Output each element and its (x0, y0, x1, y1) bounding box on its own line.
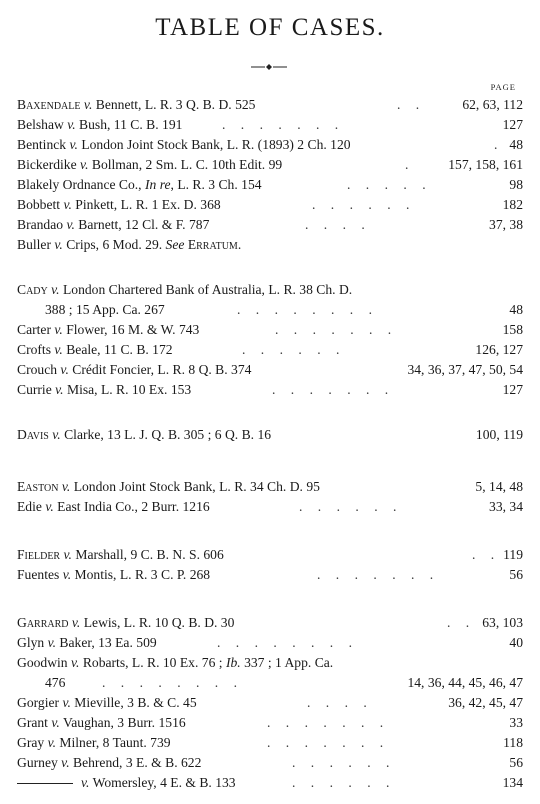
citation-segment: East India Co., 2 Burr. 1216 (53, 499, 210, 514)
citation-segment: Crofts (17, 342, 55, 357)
citation-segment: Edie (17, 499, 46, 514)
case-entry-bobbett (17, 195, 523, 215)
citation-segment: v. (62, 695, 71, 710)
citation-segment: Crips, 6 Mod. 29. (62, 237, 166, 252)
case-citation (17, 320, 199, 340)
leader-dots: . . . . (307, 695, 367, 710)
page-title: TABLE OF CASES. (155, 14, 385, 41)
citation-segment: Garrard (17, 615, 69, 630)
case-citation (17, 733, 171, 753)
case-citation (17, 215, 209, 235)
case-citation (17, 653, 333, 673)
case-entry-gorgier (17, 693, 523, 713)
page-references: 14, 36, 44, 45, 46, 47 (407, 675, 523, 690)
citation-segment: 337 ; 1 App. Ca. (240, 655, 334, 670)
citation-segment: Davis (17, 427, 49, 442)
case-entry-brandao (17, 215, 523, 235)
case-entry-gurney-ditto (17, 773, 523, 793)
case-entry-goodwin (17, 653, 523, 673)
page-references: 126, 127 (475, 342, 523, 357)
citation-segment: Mieville, 3 B. & C. 45 (70, 695, 197, 710)
page-references: 158 (502, 322, 523, 337)
case-entry-cady-cont (17, 300, 523, 320)
case-entry-garrard (17, 613, 523, 633)
case-entry-crouch (17, 360, 523, 380)
citation-segment: Easton (17, 479, 59, 494)
citation-segment: v. (71, 655, 80, 670)
page-references: 48 (509, 302, 523, 317)
case-entry-blakely (17, 175, 523, 195)
leader-dots: . . . . . (347, 177, 426, 192)
citation-segment: v. (54, 237, 63, 252)
citation-segment: v. (62, 567, 72, 582)
page-references: 182 (502, 197, 523, 212)
citation-segment: Bennett, L. R. 3 Q. B. D. 525 (92, 97, 256, 112)
citation-segment: Gurney (17, 755, 62, 770)
case-citation (17, 280, 352, 300)
citation-segment: Womersley, 4 E. & B. 133 (89, 775, 236, 790)
leader-dots: . . (472, 547, 495, 562)
page-references: 34, 36, 37, 47, 50, 54 (407, 362, 523, 377)
citation-segment: Clarke, 13 L. J. Q. B. 305 ; 6 Q. B. 16 (60, 427, 272, 442)
citation-segment: v. (69, 137, 78, 152)
case-citation (17, 425, 271, 445)
page-references: 119 (503, 547, 523, 562)
page-references: 33, 34 (489, 499, 523, 514)
citation-segment: Fielder (17, 547, 61, 562)
citation-segment: v. (83, 97, 93, 112)
case-citation (17, 713, 186, 733)
citation-segment: Montis, L. R. 3 C. P. 268 (71, 567, 211, 582)
case-citation (17, 155, 282, 175)
page-references: 5, 14, 48 (475, 479, 523, 494)
citation-segment: v. (54, 322, 63, 337)
citation-segment: Crédit Foncier, L. R. 8 Q. B. 374 (68, 362, 252, 377)
citation-segment: v. (54, 342, 63, 357)
citation-segment: In re (144, 177, 171, 192)
citation-segment: Behrend, 3 E. & B. 622 (69, 755, 202, 770)
page-references: 118 (503, 735, 523, 750)
citation-segment: Marshall, 9 C. B. N. S. 606 (71, 547, 224, 562)
citation-segment: Bickerdike (17, 157, 81, 172)
page-references: 134 (502, 775, 523, 790)
leader-dots: . . . . . . . . (217, 635, 352, 650)
citation-segment: Gorgier (17, 695, 63, 710)
case-citation (17, 135, 351, 155)
leader-dots: . (405, 157, 409, 172)
citation-segment: Bush, 11 C. B. 191 (75, 117, 183, 132)
citation-segment: v. (45, 499, 54, 514)
case-citation (17, 340, 173, 360)
citation-segment: Brandao (17, 217, 67, 232)
citation-segment: See (165, 237, 185, 252)
case-entry-gray (17, 733, 523, 753)
citation-segment: Robarts, L. R. 10 Ex. 76 ; (79, 655, 226, 670)
ornament-divider-icon (251, 63, 287, 71)
leader-dots: . . . . . . . (272, 382, 389, 397)
citation-segment: Erratum (187, 237, 238, 252)
page-references: 33 (509, 715, 523, 730)
page-references: 56 (509, 567, 523, 582)
case-citation (17, 235, 241, 255)
citation-segment: v. (47, 735, 57, 750)
case-entry-fuentes (17, 565, 523, 585)
citation-segment: London Joint Stock Bank, L. R. 34 Ch. D. 95 (70, 479, 320, 494)
page-references: 127 (502, 117, 523, 132)
case-citation (17, 633, 157, 653)
leader-dots: . . . . (305, 217, 365, 232)
citation-segment: v. (67, 117, 76, 132)
citation-segment: Milner, 8 Taunt. 739 (56, 735, 171, 750)
case-entry-goodwin-cont (17, 673, 523, 693)
case-entry-carter (17, 320, 523, 340)
citation-segment: v. (52, 427, 61, 442)
case-entry-grant (17, 713, 523, 733)
page-references: 127 (502, 382, 523, 397)
page-references: 48 (509, 137, 523, 152)
case-citation (17, 693, 197, 713)
leader-dots: . . . . . . . . (237, 302, 372, 317)
citation-segment: Bobbett (17, 197, 64, 212)
citation-segment: v. (81, 775, 90, 790)
citation-segment: v. (63, 547, 72, 562)
case-entry-bickerdike (17, 155, 523, 175)
citation-segment: Crouch (17, 362, 61, 377)
citation-segment: v. (61, 755, 70, 770)
leader-dots: . (494, 137, 498, 152)
page-references: 98 (509, 177, 523, 192)
leader-dots: . . . . . . . (317, 567, 434, 582)
case-citation (17, 95, 255, 115)
case-entry-fielder (17, 545, 523, 565)
citation-segment: Belshaw (17, 117, 68, 132)
citation-segment: Lewis, L. R. 10 Q. B. D. 30 (80, 615, 235, 630)
case-citation (45, 673, 65, 693)
citation-segment: Bentinck (17, 137, 70, 152)
citation-segment: Pinkett, L. R. 1 Ex. D. 368 (71, 197, 221, 212)
case-citation (17, 195, 221, 215)
case-entry-davis (17, 425, 523, 445)
leader-dots: . . (397, 97, 420, 112)
citation-segment: Carter (17, 322, 55, 337)
leader-dots: . . . . . . . (267, 715, 384, 730)
leader-dots: . . . . . . (299, 499, 397, 514)
citation-segment: 388 ; 15 App. Ca. 267 (45, 302, 165, 317)
page-references: 157, 158, 161 (448, 157, 523, 172)
leader-dots: . . . . . . (292, 775, 390, 790)
citation-segment: v. (51, 282, 60, 297)
case-entry-gurney (17, 753, 523, 773)
citation-segment: Beale, 11 C. B. 172 (62, 342, 173, 357)
case-entry-cady (17, 280, 523, 300)
case-citation (17, 115, 182, 135)
citation-segment: Buller (17, 237, 55, 252)
case-citation (17, 380, 191, 400)
citation-segment: v. (61, 479, 71, 494)
citation-segment: Goodwin (17, 655, 71, 670)
case-citation (17, 175, 262, 195)
case-entry-bentinck (17, 135, 523, 155)
citation-segment: Flower, 16 M. & W. 743 (62, 322, 200, 337)
case-citation (45, 300, 165, 320)
case-citation (17, 477, 320, 497)
citation-segment: v. (80, 157, 89, 172)
citation-segment: Ib. (225, 655, 241, 670)
leader-dots: . . . . . . (242, 342, 340, 357)
citation-segment: Blakely Ordnance Co., (17, 177, 145, 192)
case-citation (17, 497, 210, 517)
citation-segment: . (237, 237, 242, 252)
case-citation (17, 360, 251, 380)
leader-dots: . . . . . . . (222, 117, 339, 132)
case-citation (17, 613, 234, 633)
page-references: 62, 63, 112 (462, 97, 523, 112)
citation-segment: London Joint Stock Bank, L. R. (1893) 2 Ch. 120 (77, 137, 351, 152)
citation-segment: Misa, L. R. 10 Ex. 153 (63, 382, 192, 397)
page-references: 37, 38 (489, 217, 523, 232)
case-citation (17, 773, 236, 793)
citation-segment: v. (60, 362, 69, 377)
case-entry-belshaw (17, 115, 523, 135)
leader-dots: . . . . . . (292, 755, 390, 770)
ditto-rule (17, 783, 73, 784)
citation-segment: Gray (17, 735, 48, 750)
citation-segment: v. (66, 217, 75, 232)
case-entry-edie (17, 497, 523, 517)
case-citation (17, 545, 224, 565)
citation-segment: Barnett, 12 Cl. & F. 787 (74, 217, 210, 232)
page-references: 36, 42, 45, 47 (448, 695, 523, 710)
case-entry-buller (17, 235, 523, 255)
citation-segment: , L. R. 3 Ch. 154 (170, 177, 262, 192)
leader-dots: . . . . . . . . (102, 675, 237, 690)
leader-dots: . . (447, 615, 470, 630)
case-entry-baxendale (17, 95, 523, 115)
citation-segment: v. (71, 615, 81, 630)
citation-segment: v. (51, 715, 60, 730)
page-references: 63, 103 (482, 615, 523, 630)
case-citation (17, 753, 201, 773)
page-references: 40 (509, 635, 523, 650)
case-entry-crofts (17, 340, 523, 360)
citation-segment: Glyn (17, 635, 48, 650)
page-column-label: PAGE (490, 82, 516, 92)
citation-segment: London Chartered Bank of Australia, L. R. 38 Ch. D. (59, 282, 353, 297)
citation-segment: v. (55, 382, 64, 397)
citation-segment: v. (47, 635, 57, 650)
page-references: 56 (509, 755, 523, 770)
case-citation (17, 565, 210, 585)
citation-segment: Vaughan, 3 Burr. 1516 (59, 715, 186, 730)
citation-segment: Baker, 13 Ea. 509 (56, 635, 157, 650)
citation-segment: Bollman, 2 Sm. L. C. 10th Edit. 99 (88, 157, 283, 172)
leader-dots: . . . . . . (312, 197, 410, 212)
leader-dots: . . . . . . . (275, 322, 392, 337)
case-entry-glyn (17, 633, 523, 653)
citation-segment: Currie (17, 382, 56, 397)
citation-segment: v. (63, 197, 72, 212)
leader-dots: . . . . . . . (267, 735, 384, 750)
page-references: 100, 119 (475, 427, 523, 442)
citation-segment: Baxendale (17, 97, 81, 112)
case-entry-currie (17, 380, 523, 400)
citation-segment: Grant (17, 715, 52, 730)
case-entry-easton (17, 477, 523, 497)
citation-segment: 476 (45, 675, 66, 690)
citation-segment: Cady (17, 282, 48, 297)
citation-segment: Fuentes (17, 567, 63, 582)
